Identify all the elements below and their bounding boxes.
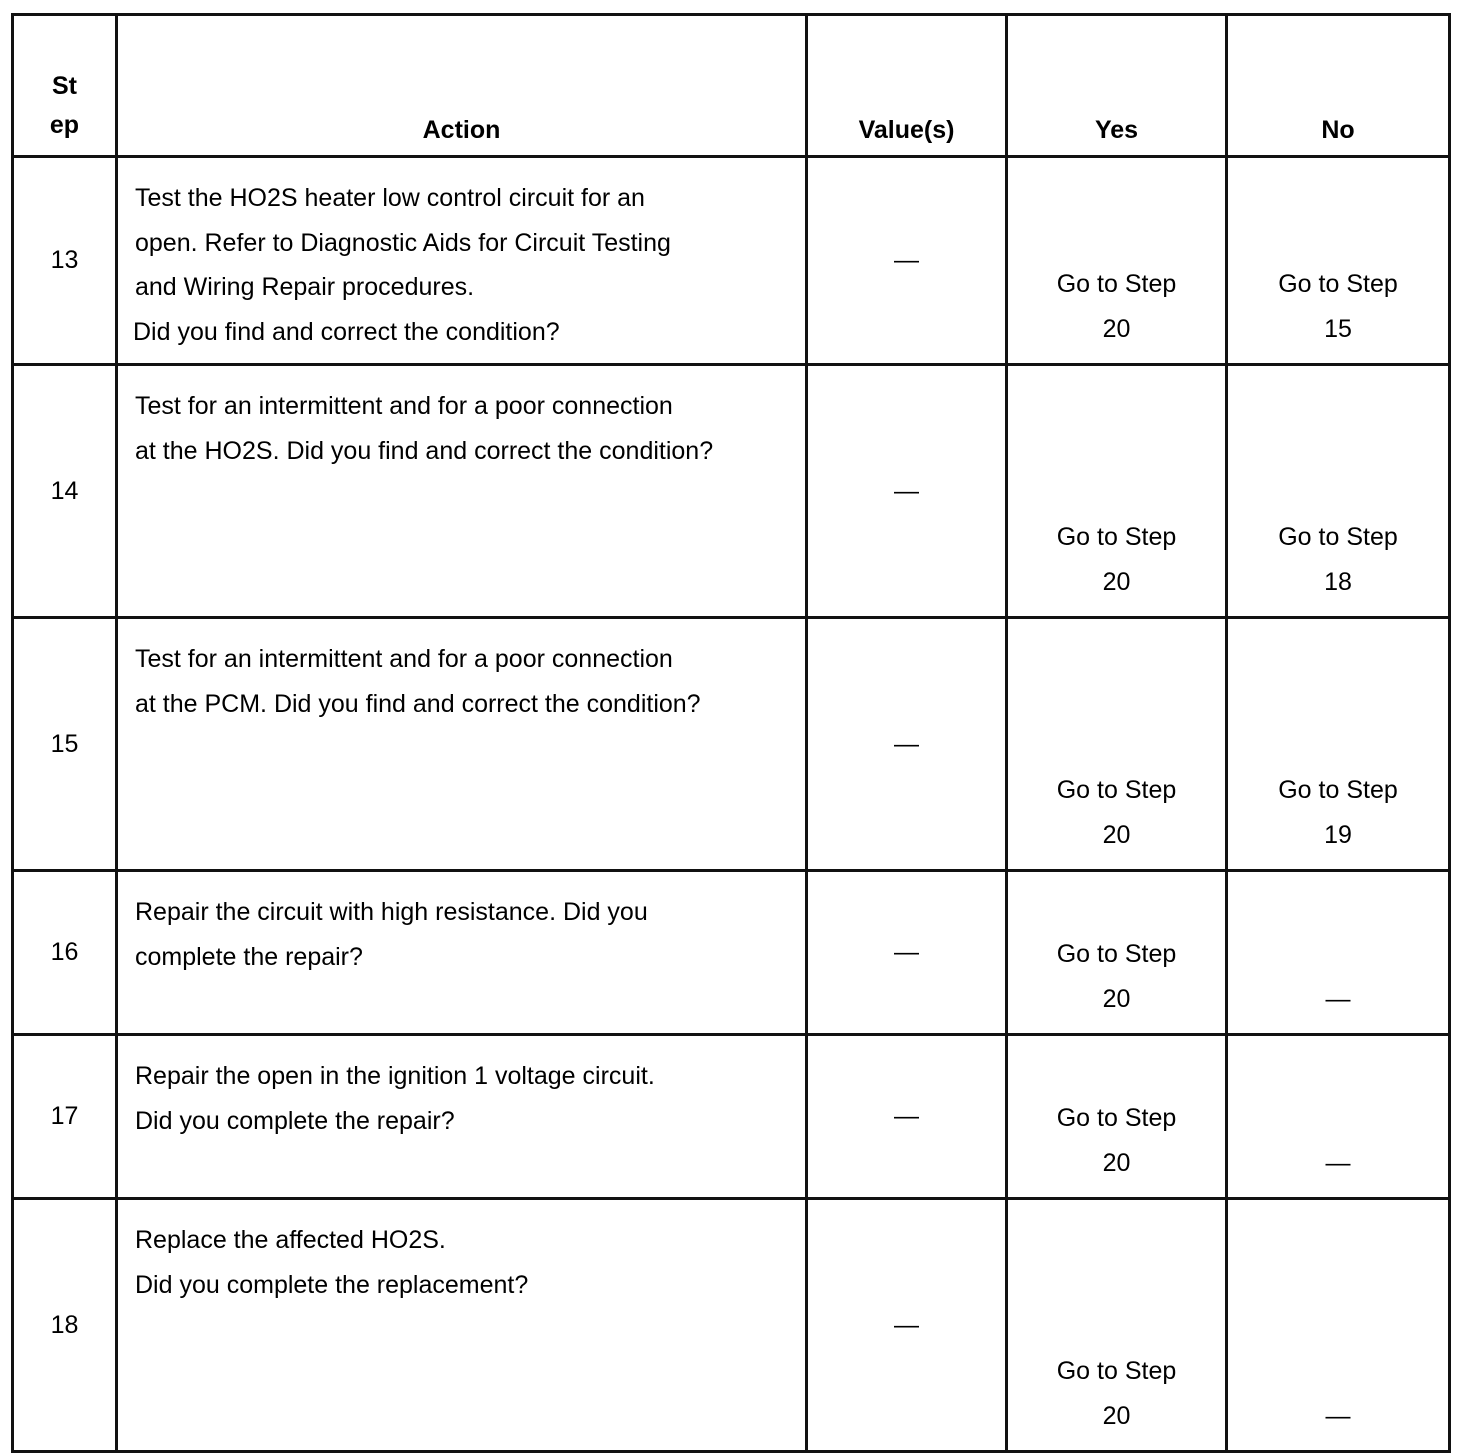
step-number: 13: [13, 157, 117, 365]
action-line: Did you find and correct the condition?: [133, 317, 560, 346]
yes-step: 20: [1102, 820, 1131, 849]
no-cell: [1227, 1199, 1450, 1452]
action-text: [117, 1035, 807, 1199]
value-cell: —: [807, 618, 1007, 871]
no-label: Go to Step: [1278, 523, 1398, 551]
action-line: Did you complete the repair?: [135, 1106, 455, 1135]
no-step: 18: [1324, 567, 1352, 596]
no-cell: [1227, 1035, 1450, 1199]
table-row: [13, 365, 1450, 618]
no-cell: [1227, 365, 1450, 618]
yes-label: Go to Step: [1056, 776, 1177, 804]
yes-cell: [1007, 157, 1227, 365]
table-row: [13, 871, 1450, 1035]
no-cell: [1227, 871, 1450, 1035]
yes-step: 20: [1102, 314, 1131, 343]
action-line: Repair the open in the ignition 1 voltage circuit.: [135, 1062, 655, 1090]
header-values: Value(s): [807, 15, 1007, 157]
header-row: [13, 15, 1450, 157]
no-label: Go to Step: [1278, 270, 1398, 298]
step-number: 18: [13, 1199, 117, 1452]
value-cell: —: [807, 365, 1007, 618]
header-step: [13, 15, 117, 157]
step-number: 16: [13, 871, 117, 1035]
table-row: [13, 1199, 1450, 1452]
header-step-line2: ep: [49, 111, 80, 139]
yes-step: 20: [1102, 567, 1131, 596]
no-dash: —: [1325, 1401, 1351, 1430]
action-text: [117, 1199, 807, 1452]
header-no: No: [1227, 15, 1450, 157]
step-number: 17: [13, 1035, 117, 1199]
no-step: 19: [1324, 820, 1352, 849]
action-text: [117, 618, 807, 871]
yes-label: Go to Step: [1056, 270, 1177, 298]
action-line: Did you complete the replacement?: [135, 1270, 529, 1299]
action-line: open. Refer to Diagnostic Aids for Circuit Testing: [135, 228, 671, 257]
value-cell: —: [807, 871, 1007, 1035]
step-number: 15: [13, 618, 117, 871]
action-text: [117, 157, 807, 365]
yes-step: 20: [1102, 1148, 1131, 1177]
action-line: Test the HO2S heater low control circuit for an: [135, 184, 645, 212]
yes-label: Go to Step: [1056, 940, 1177, 968]
no-cell: [1227, 157, 1450, 365]
action-line: Test for an intermittent and for a poor connection: [135, 645, 673, 673]
table-row: [13, 618, 1450, 871]
no-dash: —: [1325, 984, 1351, 1013]
no-label: Go to Step: [1278, 776, 1398, 804]
header-yes: Yes: [1007, 15, 1227, 157]
no-step: 15: [1324, 314, 1352, 343]
no-dash: —: [1325, 1148, 1351, 1177]
value-cell: —: [807, 157, 1007, 365]
yes-cell: [1007, 1199, 1227, 1452]
action-text: [117, 365, 807, 618]
action-line: Repair the circuit with high resistance. Did you: [135, 898, 648, 926]
yes-step: 20: [1102, 1401, 1131, 1430]
action-line: and Wiring Repair procedures.: [135, 273, 475, 301]
yes-label: Go to Step: [1056, 523, 1177, 551]
yes-label: Go to Step: [1056, 1104, 1177, 1132]
header-step-line1: St: [52, 72, 77, 100]
action-text: [117, 871, 807, 1035]
action-line: Test for an intermittent and for a poor connection: [135, 392, 673, 420]
action-line: complete the repair?: [135, 942, 363, 971]
yes-cell: [1007, 618, 1227, 871]
no-cell: [1227, 618, 1450, 871]
diagnostic-table: [11, 13, 1451, 1453]
table-row: [13, 157, 1450, 365]
action-line: Replace the affected HO2S.: [135, 1226, 446, 1254]
yes-cell: [1007, 365, 1227, 618]
yes-cell: [1007, 871, 1227, 1035]
value-cell: —: [807, 1035, 1007, 1199]
header-action: Action: [117, 15, 807, 157]
value-cell: —: [807, 1199, 1007, 1452]
action-line: at the PCM. Did you find and correct the condition?: [135, 689, 701, 718]
yes-step: 20: [1102, 984, 1131, 1013]
action-line: at the HO2S. Did you find and correct the condition?: [135, 436, 714, 465]
table-row: [13, 1035, 1450, 1199]
step-number: 14: [13, 365, 117, 618]
yes-label: Go to Step: [1056, 1357, 1177, 1385]
yes-cell: [1007, 1035, 1227, 1199]
